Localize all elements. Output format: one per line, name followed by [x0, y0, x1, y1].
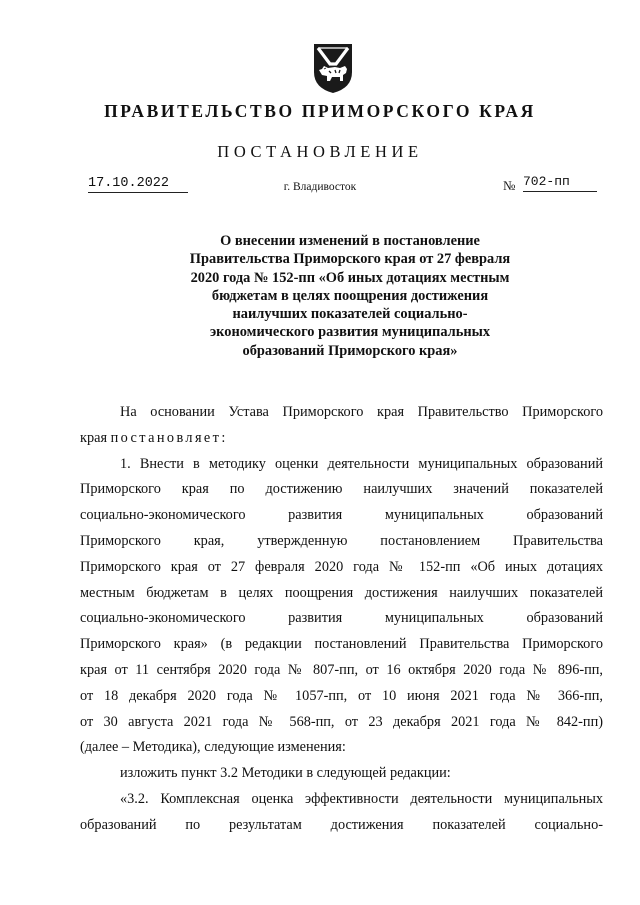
quote-line: образований по результатам достижения показателей социально- [80, 816, 603, 833]
instruction-line: изложить пункт 3.2 Методики в следующей редакции: [120, 765, 451, 782]
subject-line: наилучших показателей социально- [232, 306, 468, 323]
subject-line: образований Приморского края» [242, 342, 458, 359]
item1-line: 1. Внести в методику оценки деятельности муниципальных образований [120, 455, 603, 472]
item1-line: Приморского края, утвержденную постановлением Правительства [80, 532, 603, 549]
subject-line: экономического развития муниципальных [209, 324, 491, 341]
subject-line: Правительства Приморского края от 27 февраля [189, 251, 511, 268]
subject-line: бюджетам в целях поощрения достижения [211, 287, 489, 304]
document-subject [150, 232, 550, 360]
item1-line: Приморского края» (в редакции постановлений Правительства Приморского [80, 636, 603, 653]
decree-word: постановляет: [110, 429, 228, 446]
intro-line: На основании Устава Приморского края Правительство Приморского [120, 404, 603, 420]
item1-line: края от 11 сентября 2020 года № 807-пп, от 16 октября 2020 года № 896-пп, [80, 661, 603, 678]
subject-line: О внесении изменений в постановление [220, 233, 480, 249]
intro-text: края [80, 429, 111, 446]
document-city: г. Владивосток [283, 181, 357, 193]
intro-line [80, 426, 603, 452]
item1-line: местным бюджетам в целях поощрения достижения наилучших показателей [80, 584, 603, 601]
item1-line: (далее – Методика), следующие изменения: [80, 739, 346, 756]
document-number: 702-пп [523, 174, 597, 192]
item1-line: Приморского края от 27 февраля 2020 года № 152-пп «Об иных дотациях [80, 558, 603, 575]
number-sign: № [503, 178, 516, 193]
government-title: ПРАВИТЕЛЬСТВО ПРИМОРСКОГО КРАЯ [104, 101, 536, 121]
document-body [80, 400, 603, 839]
item1-line: социально-экономического развития муниципальных образований [80, 507, 603, 524]
document-type: ПОСТАНОВЛЕНИЕ [217, 142, 423, 161]
coat-of-arms-icon [310, 38, 356, 94]
document-date: 17.10.2022 [88, 176, 188, 193]
item1-line: от 30 августа 2021 года № 568-пп, от 23 декабря 2021 года № 842-пп) [80, 713, 603, 730]
item1-line: от 18 декабря 2020 года № 1057-пп, от 10 июня 2021 года № 366-пп, [80, 687, 603, 704]
quote-line: «3.2. Комплексная оценка эффективности деятельности муниципальных [120, 790, 603, 807]
subject-line: 2020 года № 152-пп «Об иных дотациях местным [190, 269, 510, 286]
item1-line: социально-экономического развития муниципальных образований [80, 610, 603, 627]
item1-line: Приморского края по достижению наилучших значений показателей [80, 481, 603, 498]
